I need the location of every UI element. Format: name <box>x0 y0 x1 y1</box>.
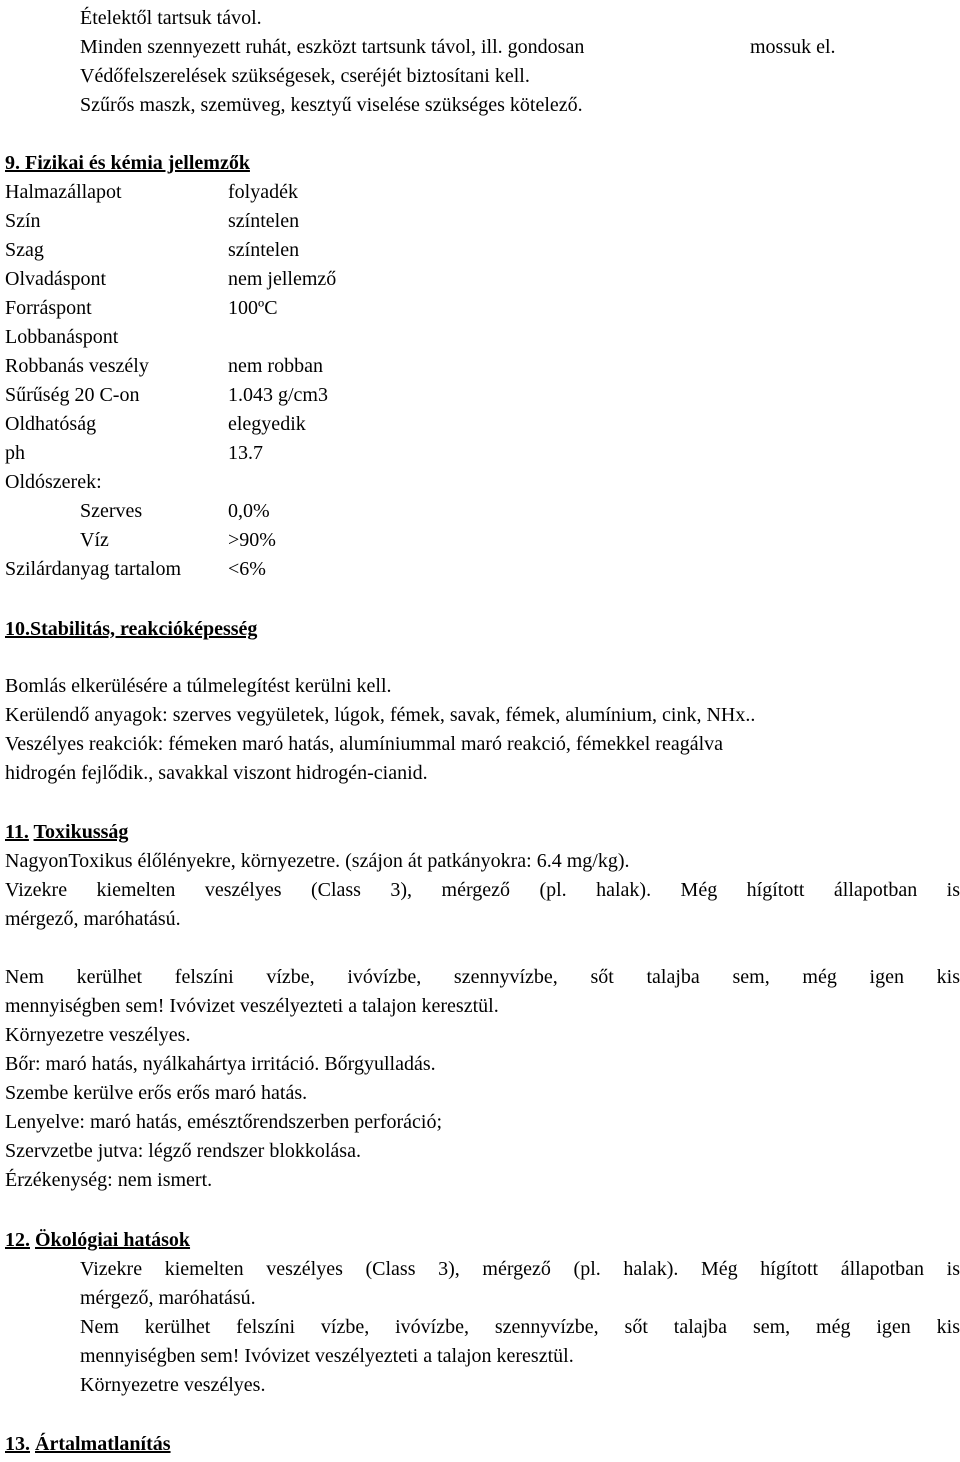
section-10-heading: 10.Stabilitás, reakcióképesség <box>5 618 258 640</box>
section-12-heading-number: 12. <box>5 1229 30 1251</box>
solvent-label: Szerves <box>80 500 143 522</box>
section-11-line-8: Szembe kerülve erős erős maró hatás. <box>5 1082 308 1104</box>
prop-label: Szag <box>5 239 44 261</box>
prop-value: elegyedik <box>228 413 306 435</box>
section-10-line-1: Bomlás elkerülésére a túlmelegítést kerülni kell. <box>5 675 392 697</box>
intro-line-4: Szűrős maszk, szemüveg, kesztyű viselése szükséges kötelező. <box>80 94 583 116</box>
prop-value: 13.7 <box>228 442 263 464</box>
section-11-line-10: Szervzetbe jutva: légző rendszer blokkolása. <box>5 1140 361 1162</box>
prop-label: Lobbanáspont <box>5 326 119 348</box>
section-11-line-11: Érzékenység: nem ismert. <box>5 1169 213 1191</box>
section-11-line-7: Bőr: maró hatás, nyálkahártya irritáció. Bőrgyulladás. <box>5 1053 436 1075</box>
section-13-heading-text: Ártalmatlanítás <box>35 1433 171 1455</box>
section-12-line-3: Nem kerülhet felszíni vízbe, ivóvízbe, szennyvízbe, sőt talajba sem, még igen kis <box>80 1316 960 1338</box>
prop-label: Oldhatóság <box>5 413 97 435</box>
prop-label: Olvadáspont <box>5 268 107 290</box>
solid-content-label: Szilárdanyag tartalom <box>5 558 182 580</box>
intro-line-3: Védőfelszerelések szükségesek, cseréjét biztosítani kell. <box>80 65 530 87</box>
section-11-heading-number: 11. <box>5 821 29 843</box>
prop-value: színtelen <box>228 239 300 261</box>
prop-value: nem robban <box>228 355 323 377</box>
section-13-heading <box>5 1430 171 1459</box>
prop-value: nem jellemző <box>228 268 337 290</box>
section-11-heading-text: Toxikusság <box>33 821 129 843</box>
section-12-heading-text: Ökológiai hatások <box>35 1229 191 1251</box>
section-9-heading: 9. Fizikai és kémia jellemzők <box>5 152 250 174</box>
section-12-line-2: mérgező, maróhatású. <box>80 1287 256 1309</box>
section-12-heading <box>5 1226 190 1255</box>
prop-label: Sűrűség 20 C-on <box>5 384 140 406</box>
section-11-line-6: Környezetre veszélyes. <box>5 1024 191 1046</box>
intro-line-2-end: mossuk el. <box>750 36 836 58</box>
section-11-line-9: Lenyelve: maró hatás, emésztőrendszerben perforáció; <box>5 1111 443 1133</box>
section-11-line-3: mérgező, maróhatású. <box>5 908 181 930</box>
solvent-value: 0,0% <box>228 500 270 522</box>
solid-content-value: <6% <box>228 558 266 580</box>
prop-label: ph <box>5 442 25 464</box>
prop-label: Szín <box>5 210 41 232</box>
section-10-line-3: Veszélyes reakciók: fémeken maró hatás, alumíniummal maró reakció, fémekkel reagálva <box>5 733 724 755</box>
section-12-line-5: Környezetre veszélyes. <box>80 1374 266 1396</box>
intro-line-2: Minden szennyezett ruhát, eszközt tartsunk távol, ill. gondosan <box>80 36 585 58</box>
solvent-label: Víz <box>80 529 109 551</box>
prop-label: Forráspont <box>5 297 92 319</box>
section-11-line-2: Vizekre kiemelten veszélyes (Class 3), mérgező (pl. halak). Még hígított állapotban is <box>5 879 960 901</box>
section-11-line-5: mennyiségben sem! Ivóvizet veszélyezteti a talajon keresztül. <box>5 995 499 1017</box>
prop-label: Halmazállapot <box>5 181 122 203</box>
prop-value: 1.043 g/cm3 <box>228 384 328 406</box>
section-10-line-4: hidrogén fejlődik., savakkal viszont hidrogén-cianid. <box>5 762 428 784</box>
section-12-line-4: mennyiségben sem! Ivóvizet veszélyezteti a talajon keresztül. <box>80 1345 574 1367</box>
prop-label: Robbanás veszély <box>5 355 149 377</box>
section-12-line-1: Vizekre kiemelten veszélyes (Class 3), mérgező (pl. halak). Még hígított állapotban is <box>80 1258 960 1280</box>
prop-value: 100ºC <box>228 297 278 319</box>
solvent-value: >90% <box>228 529 276 551</box>
intro-line-1: Ételektől tartsuk távol. <box>80 7 262 29</box>
section-10-line-2: Kerülendő anyagok: szerves vegyületek, lúgok, fémek, savak, fémek, alumínium, cink, NHx.. <box>5 704 756 726</box>
prop-value: színtelen <box>228 210 300 232</box>
section-11-heading <box>5 818 128 847</box>
prop-value: folyadék <box>228 181 298 203</box>
section-11-line-4: Nem kerülhet felszíni vízbe, ivóvízbe, szennyvízbe, sőt talajba sem, még igen kis <box>5 966 960 988</box>
solvents-label: Oldószerek: <box>5 471 102 493</box>
section-11-line-1: NagyonToxikus élőlényekre, környezetre. (szájon át patkányokra: 6.4 mg/kg). <box>5 850 630 872</box>
section-13-heading-number: 13. <box>5 1433 30 1455</box>
